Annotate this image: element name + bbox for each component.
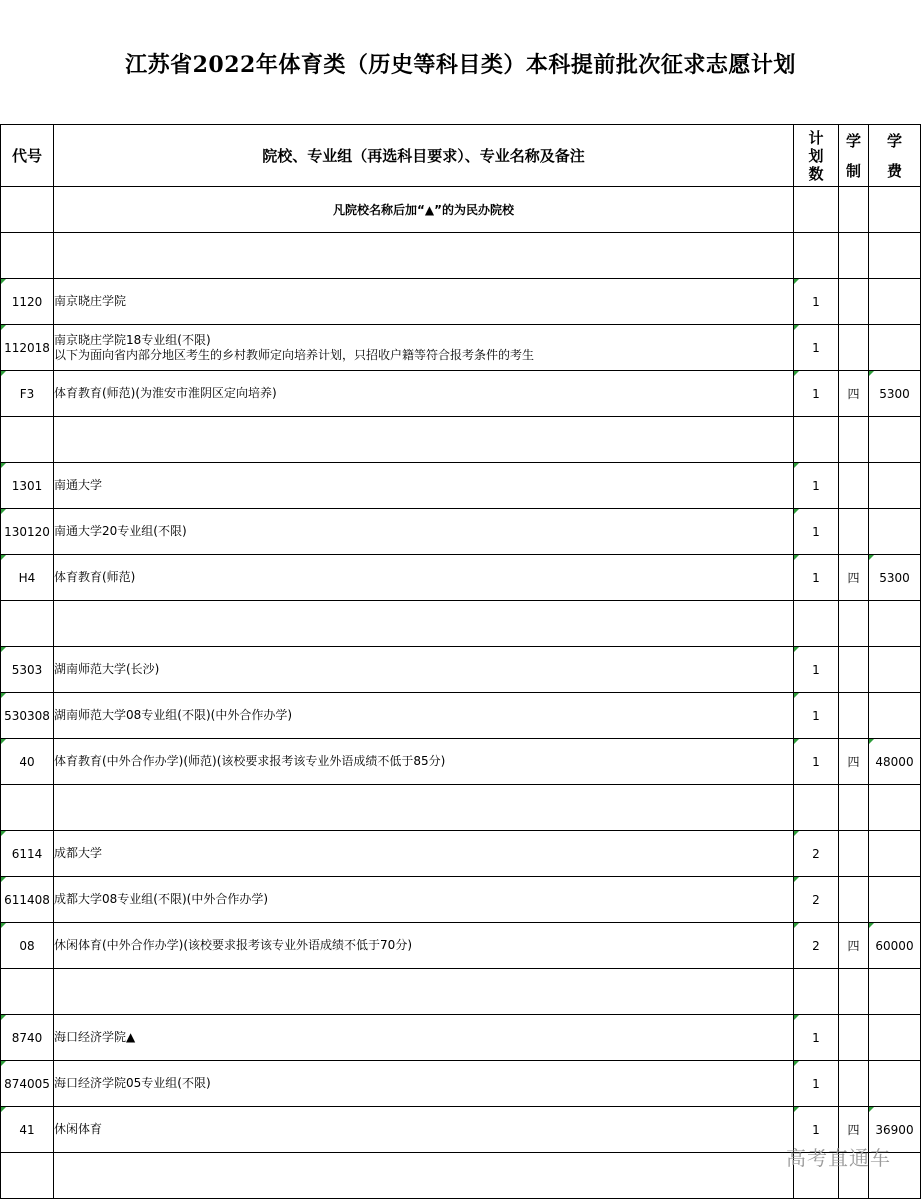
row-plan <box>794 739 839 785</box>
row-code <box>1 877 54 923</box>
private-school-notice: 凡院校名称后加“▲”的为民办院校 <box>54 187 794 233</box>
row-duration <box>839 555 869 601</box>
row-plan-text: 2 <box>812 846 820 861</box>
row-code-text: 1301 <box>11 478 43 493</box>
row-fee <box>869 509 921 555</box>
row-plan <box>794 463 839 509</box>
cell-flag-icon <box>794 739 799 744</box>
row-duration <box>839 693 869 739</box>
row-plan-text: 1 <box>812 294 820 309</box>
row-name-text: 体育教育(中外合作办学)(师范)(该校要求报考该专业外语成绩不低于85分) <box>54 754 446 768</box>
spacer-row <box>1 233 921 279</box>
row-name-text: 湖南师范大学08专业组(不限)(中外合作办学) <box>54 708 292 722</box>
row-code <box>1 923 54 969</box>
row-fee <box>869 325 921 371</box>
row-code-text: 08 <box>19 938 35 953</box>
row-name <box>54 371 794 417</box>
row-name-text: 成都大学 <box>54 846 103 860</box>
row-name-text: 南通大学 <box>54 478 103 492</box>
row-name-text: 体育教育(师范)(为淮安市淮阴区定向培养) <box>54 386 277 400</box>
cell-flag-icon <box>794 371 799 376</box>
cell-flag-icon <box>1 1107 6 1112</box>
row-duration <box>839 463 869 509</box>
cell-flag-icon <box>1 647 6 652</box>
cell-flag-icon <box>794 923 799 928</box>
table-row <box>1 647 921 693</box>
row-fee <box>869 555 921 601</box>
row-code-text: 41 <box>19 1122 35 1137</box>
row-duration-text: 四 <box>847 939 860 953</box>
cell-flag-icon <box>794 1107 799 1112</box>
row-plan <box>794 693 839 739</box>
row-plan <box>794 325 839 371</box>
row-code-text: 611408 <box>4 892 50 907</box>
header-name: 院校、专业组（再选科目要求）、专业名称及备注 <box>54 125 794 187</box>
row-code <box>1 325 54 371</box>
row-duration <box>839 739 869 785</box>
cell-flag-icon <box>1 371 6 376</box>
row-name-text: 湖南师范大学(长沙) <box>54 662 160 676</box>
row-name-text: 休闲体育 <box>54 1122 103 1136</box>
row-name <box>54 1015 794 1061</box>
row-code-text: 530308 <box>4 708 50 723</box>
row-fee <box>869 1015 921 1061</box>
cell-flag-icon <box>794 279 799 284</box>
header-plan-char: 数 <box>808 164 824 183</box>
cell-flag-icon <box>869 371 874 376</box>
row-name <box>54 647 794 693</box>
row-duration <box>839 647 869 693</box>
row-code <box>1 1107 54 1153</box>
row-fee-text: 60000 <box>875 938 914 953</box>
row-code <box>1 555 54 601</box>
row-code <box>1 463 54 509</box>
row-plan-text: 1 <box>812 708 820 723</box>
row-name <box>54 279 794 325</box>
row-name-text: 南京晓庄学院 <box>54 294 127 308</box>
row-plan <box>794 371 839 417</box>
cell-flag-icon <box>1 739 6 744</box>
cell-flag-icon <box>1 693 6 698</box>
row-plan <box>794 509 839 555</box>
row-code <box>1 279 54 325</box>
row-plan-text: 1 <box>812 754 820 769</box>
row-plan-text: 1 <box>812 1076 820 1091</box>
table-row <box>1 693 921 739</box>
watermark: 高考直通车 <box>786 1146 891 1170</box>
row-name <box>54 831 794 877</box>
table-row <box>1 555 921 601</box>
row-plan <box>794 647 839 693</box>
cell-flag-icon <box>794 877 799 882</box>
row-code-text: 1120 <box>11 294 43 309</box>
row-fee-text: 5300 <box>879 386 910 401</box>
row-fee <box>869 877 921 923</box>
row-code-text: F3 <box>19 386 35 401</box>
row-name-text: 体育教育(师范) <box>54 570 136 584</box>
row-duration <box>839 279 869 325</box>
cell-flag-icon <box>869 923 874 928</box>
row-code-text: 8740 <box>11 1030 43 1045</box>
table-header-row <box>1 125 921 187</box>
cell-flag-icon <box>1 555 6 560</box>
row-fee <box>869 371 921 417</box>
row-code-text: H4 <box>18 570 36 585</box>
table-row <box>1 509 921 555</box>
row-fee <box>869 463 921 509</box>
row-code <box>1 693 54 739</box>
row-code <box>1 739 54 785</box>
cell-flag-icon <box>794 647 799 652</box>
row-name <box>54 693 794 739</box>
cell-flag-icon <box>1 509 6 514</box>
cell-flag-icon <box>794 555 799 560</box>
row-fee <box>869 693 921 739</box>
cell-flag-icon <box>794 463 799 468</box>
cell-flag-icon <box>794 693 799 698</box>
header-plan-char: 划 <box>808 146 824 165</box>
cell-flag-icon <box>794 509 799 514</box>
row-plan <box>794 1061 839 1107</box>
row-duration <box>839 1015 869 1061</box>
header-duration-char: 制 <box>845 161 861 180</box>
row-duration <box>839 325 869 371</box>
table-row <box>1 739 921 785</box>
row-plan <box>794 279 839 325</box>
row-code <box>1 509 54 555</box>
row-plan-text: 1 <box>812 1122 820 1137</box>
spacer-row <box>1 601 921 647</box>
cell-flag-icon <box>1 463 6 468</box>
row-code-text: 130120 <box>4 524 50 539</box>
row-code <box>1 1015 54 1061</box>
spacer-row <box>1 785 921 831</box>
header-plan-char: 计 <box>808 128 824 147</box>
row-fee <box>869 831 921 877</box>
row-plan-text: 1 <box>812 1030 820 1045</box>
spacer-row <box>1 417 921 463</box>
row-name-text: 海口经济学院05专业组(不限) <box>54 1076 211 1090</box>
cell-flag-icon <box>869 1107 874 1112</box>
row-plan-text: 1 <box>812 662 820 677</box>
row-plan-text: 2 <box>812 938 820 953</box>
row-duration <box>839 831 869 877</box>
cell-flag-icon <box>1 1061 6 1066</box>
cell-flag-icon <box>794 1061 799 1066</box>
row-fee <box>869 647 921 693</box>
row-note: 以下为面向省内部分地区考生的乡村教师定向培养计划，只招收户籍等符合报考条件的考生 <box>54 347 535 362</box>
table-row <box>1 463 921 509</box>
table-row <box>1 371 921 417</box>
row-code <box>1 647 54 693</box>
row-duration-text: 四 <box>847 387 860 401</box>
table-row <box>1 1061 921 1107</box>
header-duration <box>839 125 869 187</box>
row-fee-text: 5300 <box>879 570 910 585</box>
table-row <box>1 923 921 969</box>
row-plan-text: 1 <box>812 386 820 401</box>
cell-flag-icon <box>1 877 6 882</box>
table-row <box>1 877 921 923</box>
row-code-text: 5303 <box>11 662 43 677</box>
admission-plan-table <box>0 124 921 1199</box>
row-fee-text: 36900 <box>875 1122 914 1137</box>
table-row <box>1 1107 921 1153</box>
row-duration <box>839 877 869 923</box>
row-fee <box>869 1061 921 1107</box>
row-plan-text: 1 <box>812 478 820 493</box>
table-row <box>1 1015 921 1061</box>
row-duration <box>839 371 869 417</box>
cell-flag-icon <box>1 1015 6 1020</box>
row-fee <box>869 279 921 325</box>
spacer-row <box>1 1153 921 1199</box>
row-code <box>1 831 54 877</box>
row-code <box>1 1061 54 1107</box>
row-name <box>54 923 794 969</box>
row-name <box>54 325 794 371</box>
row-code <box>1 371 54 417</box>
header-plan <box>794 125 839 187</box>
row-name-text: 南通大学20专业组(不限) <box>54 524 187 538</box>
header-fee <box>869 125 921 187</box>
row-plan <box>794 555 839 601</box>
row-name <box>54 739 794 785</box>
row-name-text: 休闲体育(中外合作办学)(该校要求报考该专业外语成绩不低于70分) <box>54 938 412 952</box>
row-fee <box>869 923 921 969</box>
row-plan <box>794 877 839 923</box>
row-plan <box>794 923 839 969</box>
row-duration-text: 四 <box>847 571 860 585</box>
row-name-text: 海口经济学院▲ <box>54 1030 136 1044</box>
page-title: 江苏省2022年体育类（历史等科目类）本科提前批次征求志愿计划 <box>125 52 796 78</box>
spacer-row <box>1 969 921 1015</box>
row-name-text: 成都大学08专业组(不限)(中外合作办学) <box>54 892 268 906</box>
row-code-text: 6114 <box>11 846 43 861</box>
row-code-text: 40 <box>19 754 35 769</box>
row-name <box>54 555 794 601</box>
header-fee-char: 学 <box>886 131 902 150</box>
header-fee-char: 费 <box>886 161 902 180</box>
row-plan-text: 1 <box>812 524 820 539</box>
table-row <box>1 279 921 325</box>
cell-flag-icon <box>1 325 6 330</box>
header-duration-char: 学 <box>845 131 861 150</box>
row-duration <box>839 509 869 555</box>
row-duration-text: 四 <box>847 1123 860 1137</box>
cell-flag-icon <box>869 555 874 560</box>
row-name <box>54 463 794 509</box>
row-fee-text: 48000 <box>875 754 914 769</box>
notice-row <box>1 187 921 233</box>
header-code: 代号 <box>1 125 54 187</box>
cell-flag-icon <box>1 831 6 836</box>
row-plan <box>794 1015 839 1061</box>
row-plan-text: 1 <box>812 340 820 355</box>
row-code-text: 874005 <box>4 1076 50 1091</box>
row-plan-text: 1 <box>812 570 820 585</box>
row-plan <box>794 831 839 877</box>
cell-flag-icon <box>1 923 6 928</box>
table-row <box>1 831 921 877</box>
cell-flag-icon <box>794 325 799 330</box>
row-duration-text: 四 <box>847 755 860 769</box>
row-name-text: 南京晓庄学院18专业组(不限) <box>54 332 211 347</box>
row-name <box>54 1107 794 1153</box>
cell-flag-icon <box>794 831 799 836</box>
row-plan-text: 2 <box>812 892 820 907</box>
cell-flag-icon <box>794 1015 799 1020</box>
cell-flag-icon <box>869 739 874 744</box>
row-name <box>54 877 794 923</box>
table-row <box>1 325 921 371</box>
row-fee <box>869 739 921 785</box>
cell-flag-icon <box>1 279 6 284</box>
row-name <box>54 1061 794 1107</box>
row-duration <box>839 1061 869 1107</box>
row-code-text: 112018 <box>4 340 50 355</box>
row-name <box>54 509 794 555</box>
row-duration <box>839 923 869 969</box>
